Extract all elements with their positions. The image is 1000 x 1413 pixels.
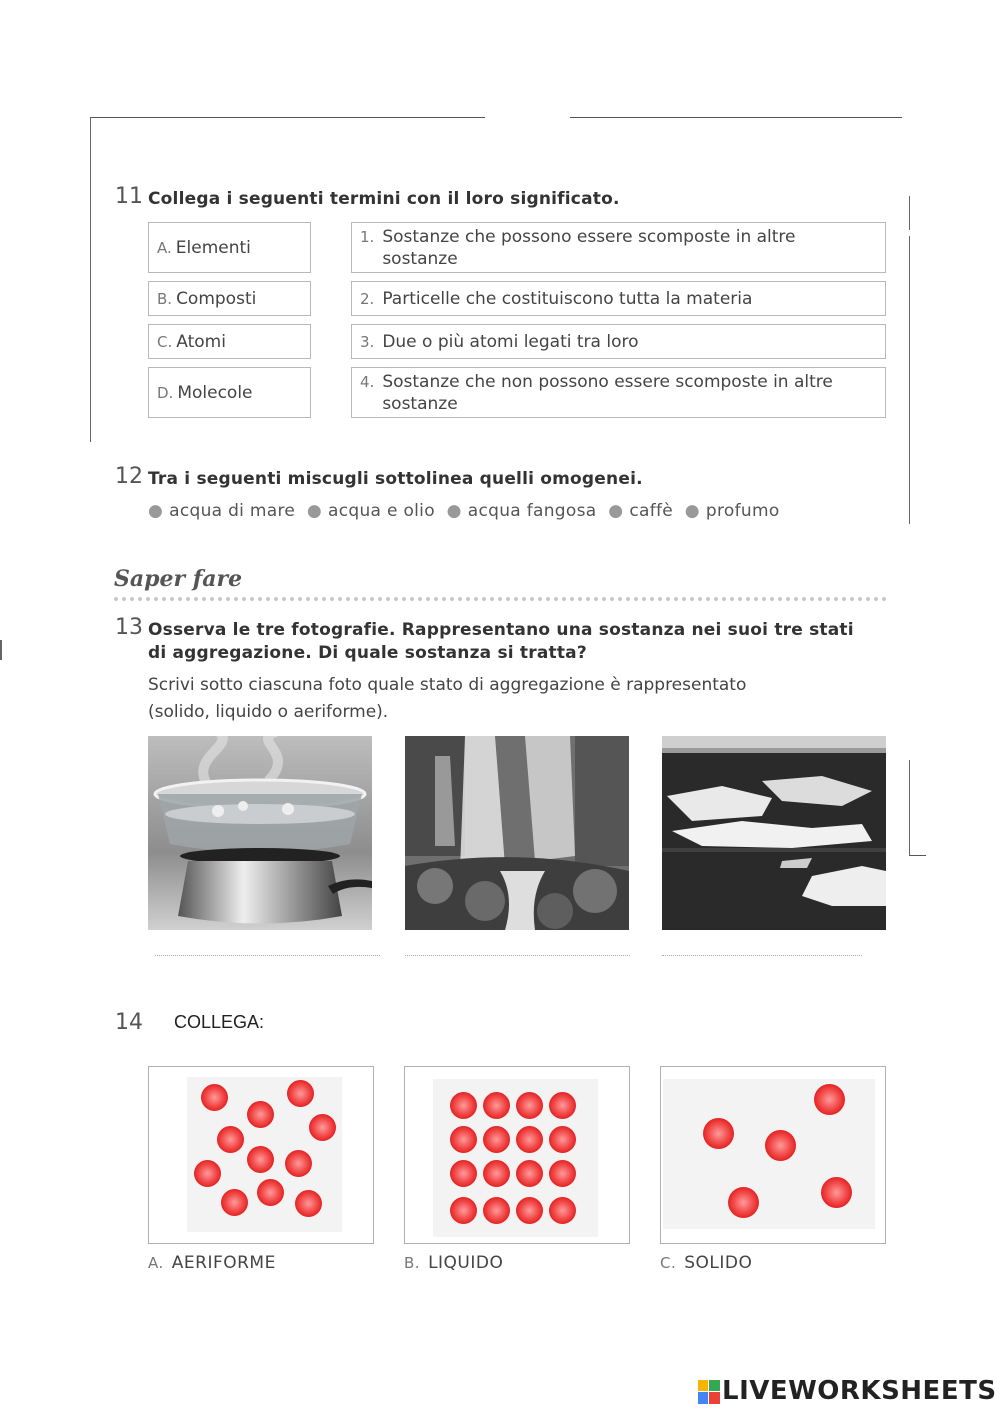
top-rule-right: [570, 117, 902, 118]
section-dotted-divider: [114, 597, 887, 601]
term-letter: B.: [157, 289, 173, 308]
particle: [821, 1177, 852, 1208]
mixture-item[interactable]: acqua fangosa: [467, 501, 597, 521]
question-11-title: Collega i seguenti termini con il loro significato.: [148, 189, 620, 209]
state-label-b[interactable]: [404, 1253, 503, 1273]
bullet-icon: ●: [306, 501, 323, 521]
term-box-b[interactable]: [148, 281, 311, 316]
question-12-title: Tra i seguenti miscugli sottolinea quelli omogenei.: [148, 469, 643, 489]
right-margin-line-2: [909, 236, 910, 524]
section-title: Saper fare: [114, 566, 243, 592]
particle: [450, 1160, 477, 1187]
question-11-number: 11: [115, 184, 143, 209]
state-letter: A.: [148, 1254, 164, 1272]
term-box-c[interactable]: [148, 324, 311, 359]
particle: [549, 1126, 576, 1153]
particle: [765, 1130, 796, 1161]
particle: [516, 1197, 543, 1224]
definition-text: Due o più atomi legati tra loro: [382, 331, 639, 352]
particle: [201, 1084, 228, 1111]
photo-waterfall: [405, 736, 629, 930]
question-13-number: 13: [115, 615, 143, 640]
state-letter: B.: [404, 1254, 421, 1272]
definition-text: Sostanze che non possono essere scomposte in altre sostanze: [382, 372, 833, 414]
particle: [450, 1092, 477, 1119]
term-text: Molecole: [177, 382, 253, 403]
definition-box-3[interactable]: [351, 324, 886, 359]
mixture-item[interactable]: caffè: [629, 501, 674, 521]
particle: [549, 1092, 576, 1119]
term-text: Atomi: [176, 331, 226, 352]
bullet-icon: ●: [148, 501, 164, 521]
particle-box-b[interactable]: [404, 1066, 630, 1244]
state-text: LIQUIDO: [428, 1253, 504, 1273]
definition-box-1[interactable]: [351, 222, 886, 273]
right-margin-line-3: [909, 760, 910, 856]
bullet-icon: ●: [608, 501, 624, 521]
mixture-item[interactable]: profumo: [705, 501, 780, 521]
right-margin-line-1: [909, 196, 910, 230]
particle: [247, 1101, 274, 1128]
particle: [295, 1190, 322, 1217]
particle: [309, 1114, 336, 1141]
bullet-icon: ●: [446, 501, 462, 521]
particle: [450, 1126, 477, 1153]
term-box-d[interactable]: [148, 367, 311, 418]
term-letter: D.: [157, 383, 174, 402]
question-14-number: 14: [115, 1010, 143, 1035]
particle: [549, 1197, 576, 1224]
question-13-title-line2: di aggregazione. Di quale sostanza si tratta?: [148, 643, 587, 663]
definition-number: 3.: [360, 332, 375, 351]
state-label-a[interactable]: [148, 1253, 276, 1273]
particle: [814, 1084, 845, 1115]
particle-box-a[interactable]: [148, 1066, 374, 1244]
question-12-number: 12: [115, 464, 143, 489]
definition-number: 4.: [360, 373, 375, 391]
term-text: Elementi: [175, 237, 251, 258]
answer-line-photo-3[interactable]: [662, 955, 862, 956]
particle: [483, 1092, 510, 1119]
term-box-a[interactable]: [148, 222, 311, 273]
particle: [194, 1160, 221, 1187]
top-rule-left: [90, 117, 485, 118]
particle: [516, 1126, 543, 1153]
mixture-item[interactable]: acqua e olio: [328, 501, 435, 521]
state-label-c[interactable]: [660, 1253, 752, 1273]
particle: [287, 1080, 314, 1107]
mixtures-list: [148, 501, 780, 521]
particle: [285, 1150, 312, 1177]
left-margin-line: [90, 117, 91, 442]
definition-text: Sostanze che possono essere scomposte in altre sostanze: [382, 227, 796, 269]
left-edge-mark: [0, 640, 2, 660]
definition-box-2[interactable]: [351, 281, 886, 316]
particle: [549, 1160, 576, 1187]
term-letter: C.: [157, 332, 173, 351]
definition-box-4[interactable]: [351, 367, 886, 418]
brand-name[interactable]: LIVEWORKSHEETS: [722, 1376, 997, 1406]
brand-logo-icon: [698, 1380, 720, 1404]
particle: [703, 1118, 734, 1149]
question-13-instruction-line1: Scrivi sotto ciascuna foto quale stato di aggregazione è rappresentato: [148, 675, 747, 695]
particle: [483, 1126, 510, 1153]
particle: [217, 1126, 244, 1153]
particle: [516, 1160, 543, 1187]
question-13-title-line1: Osserva le tre fotografie. Rappresentano una sostanza nei suoi tre stati: [148, 620, 854, 640]
particle: [483, 1197, 510, 1224]
answer-line-photo-2[interactable]: [405, 955, 630, 956]
definition-number: 1.: [360, 228, 375, 246]
mixture-item[interactable]: acqua di mare: [169, 501, 296, 521]
definition-text: Particelle che costituiscono tutta la materia: [382, 288, 753, 309]
term-text: Composti: [176, 288, 257, 309]
term-letter: A.: [157, 238, 172, 257]
particle: [483, 1160, 510, 1187]
question-14-title: COLLEGA:: [174, 1012, 265, 1032]
particle: [728, 1187, 759, 1218]
particle: [247, 1146, 274, 1173]
answer-line-photo-1[interactable]: [155, 955, 380, 956]
state-text: SOLIDO: [684, 1253, 753, 1273]
right-margin-tick: [909, 855, 926, 856]
photo-ice-floes: [662, 736, 886, 930]
definition-number: 2.: [360, 289, 375, 308]
particle: [516, 1092, 543, 1119]
particle: [450, 1197, 477, 1224]
particle-box-c[interactable]: [660, 1066, 886, 1244]
state-text: AERIFORME: [171, 1253, 276, 1273]
particle: [257, 1179, 284, 1206]
state-letter: C.: [660, 1254, 677, 1272]
photo-boiling-water: [148, 736, 372, 930]
bullet-icon: ●: [684, 501, 700, 521]
question-13-instruction-line2: (solido, liquido o aeriforme).: [148, 702, 389, 722]
particle: [221, 1189, 248, 1216]
